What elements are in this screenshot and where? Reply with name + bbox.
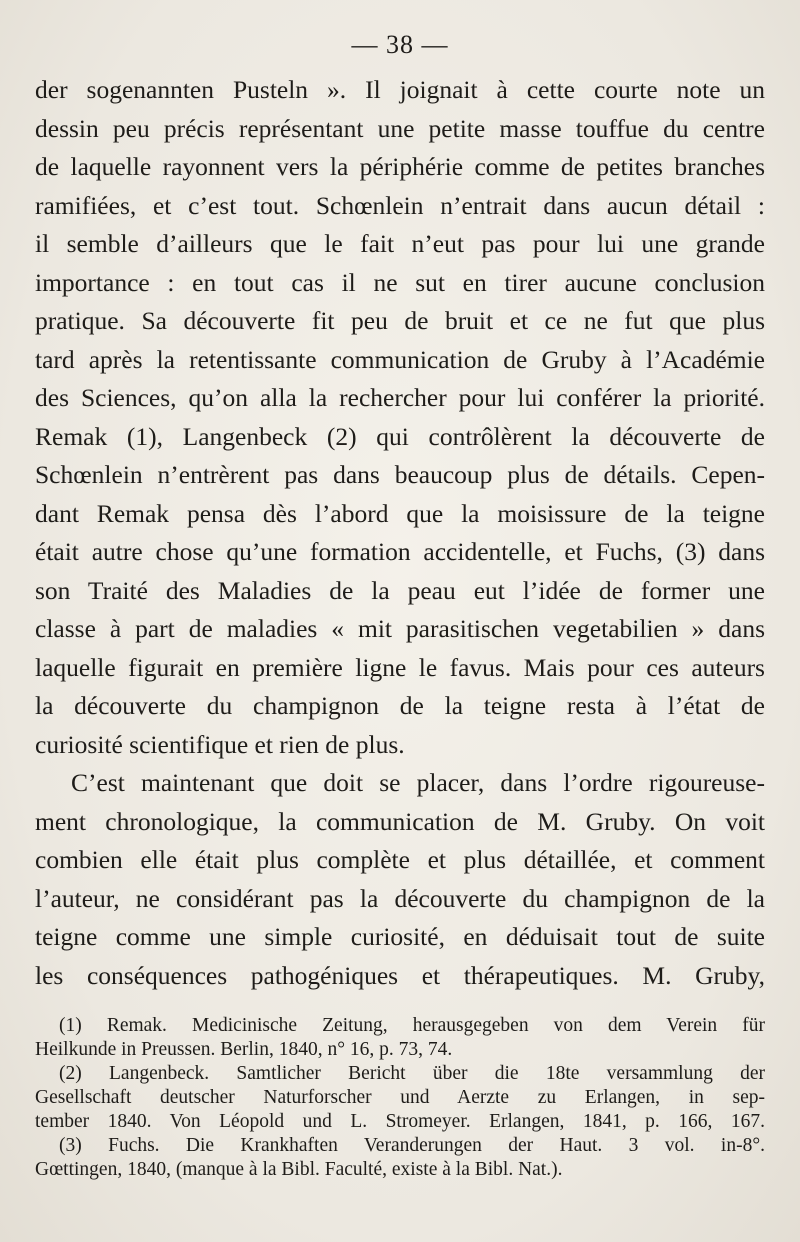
text-line: Schœnlein n’entrèrent pas dans beaucoup plus de détails. Cepen- [35,460,765,489]
text-line: Remak (1), Langenbeck (2) qui contrôlèrent la découverte de [35,421,765,451]
text-line: l’auteur, ne considérant pas la découverte du champignon de la [35,883,765,913]
text-line: tard après la retentissante communication de Gruby à l’Académie [35,344,765,374]
text-line: teigne comme une simple curiosité, en déduisait tout de suite [35,922,765,951]
body-text [35,71,765,995]
page-number: — 38 — [351,30,449,59]
footnote-line: (2) Langenbeck. Samtlicher Bericht über die 18te versammlung der [59,1063,765,1084]
text-line: la découverte du champignon de la teigne resta à l’état de [35,691,765,720]
text-line: laquelle figurait en première ligne le favus. Mais pour ces auteurs [35,652,765,682]
text-line: il semble d’ailleurs que le fait n’eut pas pour lui une grande [35,229,765,258]
text-line: ramifiées, et c’est tout. Schœnlein n’entrait dans aucun détail : [35,190,765,220]
text-line: curiosité scientifique et rien de plus. [35,729,405,759]
text-line: pratique. Sa découverte fit peu de bruit et ce ne fut que plus [35,306,765,335]
footnote-line: tember 1840. Von Léopold und L. Stromeyer. Erlangen, 1841, p. 166, 167. [35,1111,765,1132]
footnote-line: Heilkunde in Preussen. Berlin, 1840, n° 16, p. 73, 74. [35,1039,453,1060]
footnote-line: (3) Fuchs. Die Krankhaften Veranderungen der Haut. 3 vol. in-8°. [59,1135,765,1156]
footnotes [35,1014,765,1182]
text-line: de laquelle rayonnent vers la périphérie comme de petites branches [35,152,765,181]
text-line: dessin peu précis représentant une petite masse touffue du centre [35,113,765,143]
text-line: der sogenannten Pusteln ». Il joignait à cette courte note un [35,75,765,104]
text-line: les conséquences pathogéniques et thérapeutiques. M. Gruby, [35,960,765,990]
text-line: combien elle était plus complète et plus détaillée, et comment [35,845,765,874]
text-line: ment chronologique, la communication de M. Gruby. On voit [35,806,765,836]
text-line: classe à part de maladies « mit parasitischen vegetabilien » dans [35,614,765,643]
text-line: dant Remak pensa dès l’abord que la moisissure de la teigne [35,498,765,528]
footnote-line: Gœttingen, 1840, (manque à la Bibl. Faculté, existe à la Bibl. Nat.). [35,1159,563,1180]
text-line: des Sciences, qu’on alla la rechercher pour lui conférer la priorité. [35,383,765,412]
text-line: importance : en tout cas il ne sut en tirer aucune conclusion [35,267,765,297]
footnote-line: (1) Remak. Medicinische Zeitung, herausgegeben von dem Verein für [59,1015,765,1036]
text-line: était autre chose qu’une formation accidentelle, et Fuchs, (3) dans [35,537,765,566]
footnote-line: Gesellschaft deutscher Naturforscher und Aerzte zu Erlangen, in sep- [35,1087,765,1108]
text-line: son Traité des Maladies de la peau eut l’idée de former une [35,575,765,605]
text-line: C’est maintenant que doit se placer, dans l’ordre rigoureuse- [71,768,765,797]
